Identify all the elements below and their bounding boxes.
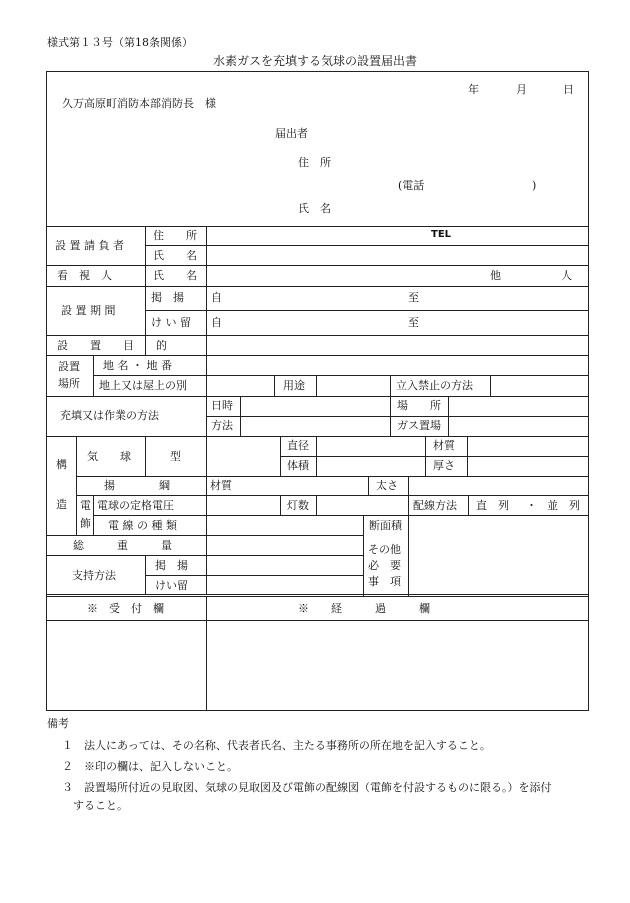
support-label: 支持方法 bbox=[72, 569, 116, 582]
diameter-label: 直径 bbox=[287, 439, 309, 452]
location-label-1: 設置 bbox=[58, 360, 80, 373]
contractor-label: 設 置 請 負 者 bbox=[55, 239, 124, 252]
remark-3-cont: すること。 bbox=[62, 799, 128, 812]
total-weight-label: 総 重 量 bbox=[73, 539, 172, 552]
remark-3: ３ 設置場所付近の見取図、気球の見取図及び電飾の配線図（電飾を付設するものに限る。）を添付 bbox=[62, 781, 552, 794]
support-hoisting: 掲 揚 bbox=[155, 559, 188, 572]
location-address-label: 地 名 ・ 地 番 bbox=[103, 359, 172, 372]
wiring-series: 直 列 bbox=[476, 499, 509, 512]
structure-label-1: 構 bbox=[56, 458, 67, 471]
applicant-phone-open: (電話 bbox=[398, 179, 425, 192]
applicant-address-label: 住 所 bbox=[298, 156, 331, 169]
deco-label-2: 飾 bbox=[80, 517, 91, 530]
period-to-1: 至 bbox=[408, 291, 419, 304]
filling-gas-storage-label: ガス置場 bbox=[397, 419, 441, 432]
wiring-dot: ・ bbox=[526, 499, 537, 512]
deco-label-1: 電 bbox=[80, 499, 91, 512]
watcher-person: 人 bbox=[561, 269, 572, 282]
location-use-label: 用途 bbox=[283, 379, 305, 392]
progress-header: ※ 経 過 欄 bbox=[298, 602, 430, 615]
applicant-name-label: 氏 名 bbox=[298, 202, 331, 215]
balloon-material-label: 材質 bbox=[433, 439, 455, 452]
structure-label-2: 造 bbox=[56, 498, 67, 511]
date-day: 日 bbox=[563, 83, 574, 96]
remark-2: ２ ※印の欄は、記入しないこと。 bbox=[62, 760, 238, 773]
filling-label: 充填又は作業の方法 bbox=[60, 409, 159, 422]
contractor-name-label: 氏 名 bbox=[153, 249, 197, 262]
other-line-3: 事 項 bbox=[368, 575, 401, 588]
date-year: 年 bbox=[468, 83, 479, 96]
addressee: 久万高原町消防本部消防長 様 bbox=[62, 97, 216, 110]
wiring-label: 配線方法 bbox=[413, 499, 457, 512]
watcher-name-label: 氏 名 bbox=[153, 269, 197, 282]
watcher-other: 他 bbox=[490, 269, 501, 282]
rope-material-label: 材質 bbox=[210, 479, 232, 492]
wiring-parallel: 並 列 bbox=[547, 499, 580, 512]
volume-label: 体積 bbox=[287, 459, 309, 472]
period-mooring: け い 留 bbox=[151, 316, 191, 329]
filling-datetime-label: 日時 bbox=[211, 399, 233, 412]
contractor-address-label: 住 所 bbox=[153, 229, 197, 242]
period-hoisting: 掲 揚 bbox=[151, 291, 184, 304]
contractor-tel-label: TEL bbox=[431, 229, 452, 240]
other-line-1: その他 bbox=[368, 543, 401, 556]
location-ground-roof-label: 地上又は屋上の別 bbox=[99, 379, 187, 392]
balloon-label: 気 球 bbox=[87, 450, 131, 463]
purpose-label: 設 置 目 的 bbox=[57, 339, 167, 352]
lamps-label: 灯数 bbox=[287, 499, 309, 512]
period-from-2: 自 bbox=[211, 316, 222, 329]
remark-1: １ 法人にあっては、その名称、代表者氏名、主たる事務所の所在地を記入すること。 bbox=[62, 739, 491, 752]
period-label: 設 置 期 間 bbox=[61, 304, 116, 317]
location-label-2: 場所 bbox=[58, 377, 80, 390]
watcher-label: 看 視 人 bbox=[57, 269, 112, 282]
filling-method-label: 方法 bbox=[211, 419, 233, 432]
voltage-label: 電球の定格電圧 bbox=[97, 499, 174, 512]
form-number: 様式第１３号（第18条関係） bbox=[47, 36, 193, 49]
period-to-2: 至 bbox=[408, 316, 419, 329]
form-title: 水素ガスを充填する気球の設置届出書 bbox=[212, 54, 417, 68]
other-line-2: 必 要 bbox=[368, 559, 401, 572]
applicant-phone-close: ) bbox=[532, 179, 537, 192]
support-mooring: けい留 bbox=[155, 579, 188, 592]
rope-size-label: 太さ bbox=[376, 479, 398, 492]
balloon-type-label: 型 bbox=[170, 450, 181, 463]
wire-type-label: 電 線 の 種 類 bbox=[108, 519, 177, 532]
thickness-label: 厚さ bbox=[433, 459, 455, 472]
remarks-title: 備考 bbox=[47, 717, 69, 730]
reception-header: ※ 受 付 欄 bbox=[87, 602, 164, 615]
rope-label: 揚 綱 bbox=[104, 479, 170, 492]
applicant-label: 届出者 bbox=[275, 127, 308, 140]
period-from-1: 自 bbox=[211, 291, 222, 304]
location-restricted-label: 立入禁止の方法 bbox=[396, 379, 473, 392]
filling-place-label: 場 所 bbox=[397, 399, 441, 412]
date-month: 月 bbox=[516, 83, 527, 96]
cross-section-label: 断面積 bbox=[369, 519, 402, 532]
